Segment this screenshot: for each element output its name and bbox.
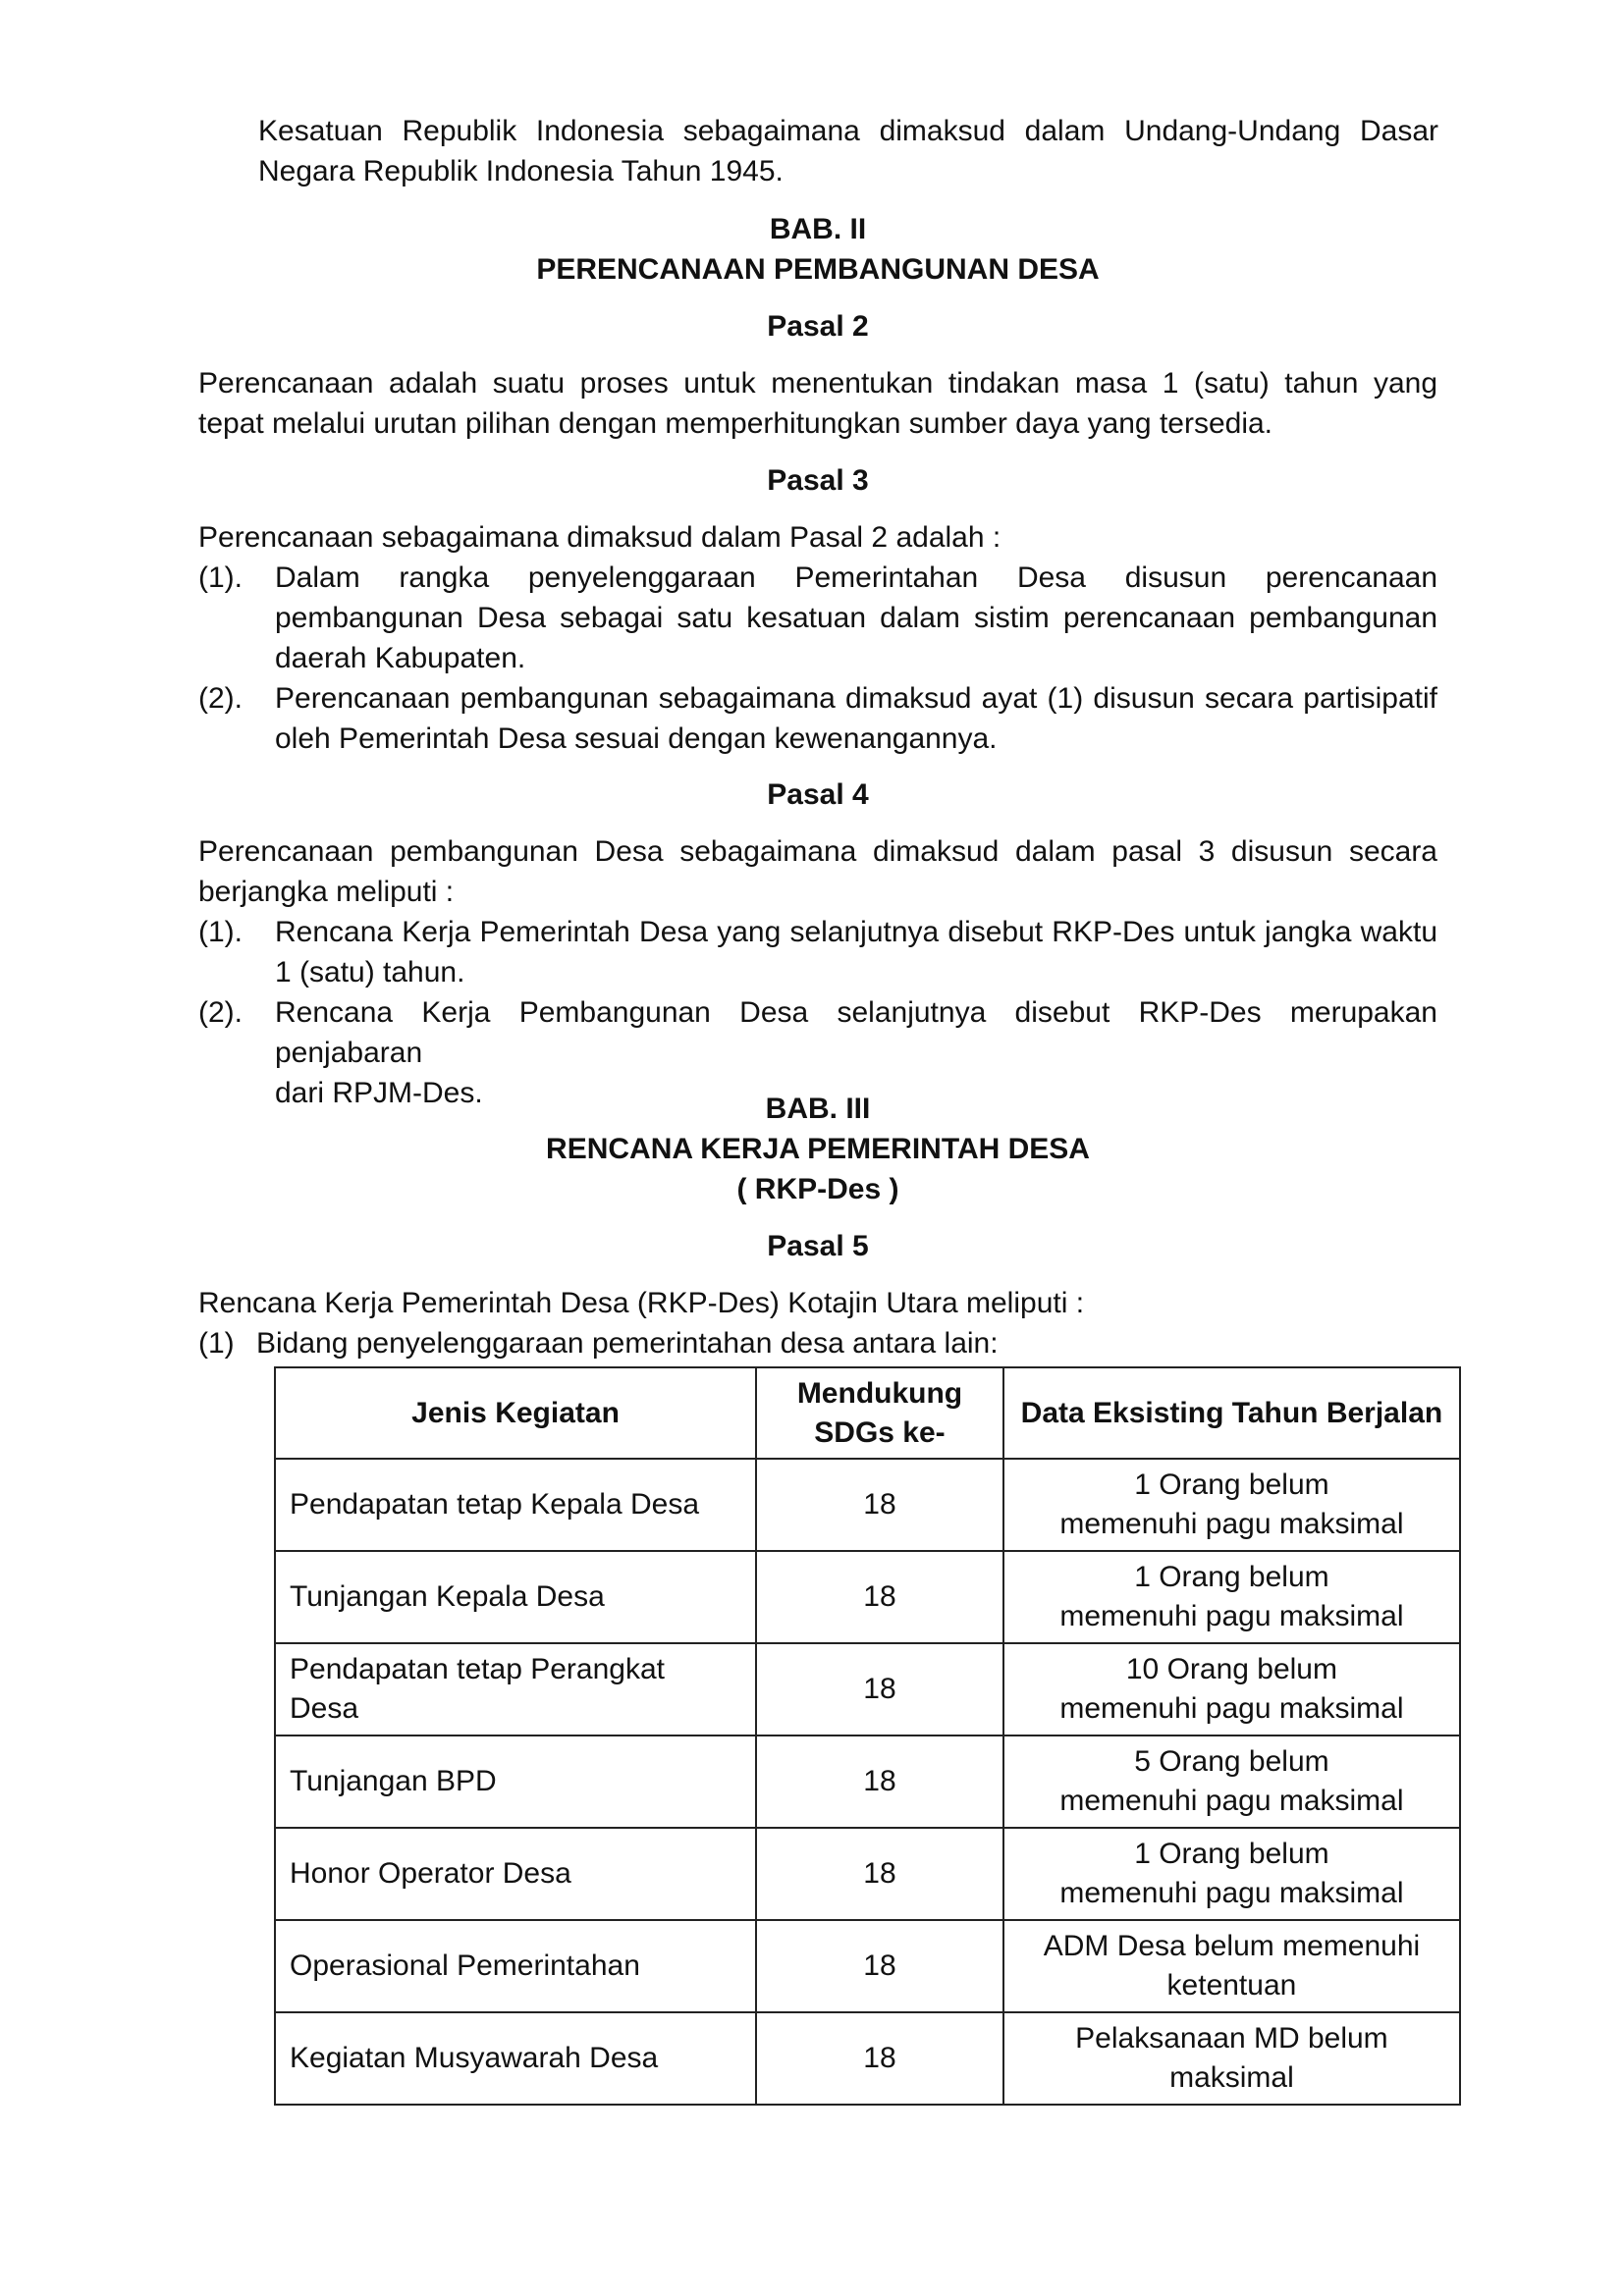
pasal-4-lead: [198, 831, 1437, 912]
cell-data-line: memenuhi pagu maksimal: [1059, 1508, 1404, 1540]
list-number: (1).: [198, 916, 243, 948]
pasal-4-lead-line-1: Perencanaan pembangunan Desa sebagaimana dimaksud dalam pasal 3 disusun secara: [198, 835, 1437, 868]
cell-data-line: 1 Orang belum: [1134, 1838, 1329, 1870]
cell-sdgs: 18: [756, 1551, 1003, 1643]
cell-sdgs: 18: [756, 1459, 1003, 1551]
cell-data-line: 1 Orang belum: [1134, 1561, 1329, 1593]
header-data-eksisting: Data Eksisting Tahun Berjalan: [1003, 1367, 1460, 1459]
bab-3-title: RENCANA KERJA PEMERINTAH DESA: [546, 1133, 1090, 1165]
list-line: Rencana Kerja Pembangunan Desa selanjutnya disebut RKP-Des merupakan penjabaran: [275, 996, 1437, 1069]
cell-sdgs: 18: [756, 1643, 1003, 1735]
list-line: pembangunan Desa sebagai satu kesatuan dalam sistim perencanaan pembangunan: [275, 602, 1437, 634]
cell-data: [1003, 1735, 1460, 1828]
list-number: (2).: [198, 996, 243, 1029]
header-sdgs: Mendukung SDGs ke-: [756, 1367, 1003, 1459]
pasal-3-item-2: [198, 678, 1437, 759]
pasal-4-heading: Pasal 4: [767, 778, 869, 811]
list-line: Dalam rangka penyelenggaraan Pemerintahan Desa disusun perencanaan: [275, 561, 1437, 594]
cell-data-line: memenuhi pagu maksimal: [1059, 1692, 1404, 1725]
list-text: [275, 912, 1437, 992]
cell-kegiatan: Tunjangan Kepala Desa: [275, 1551, 756, 1643]
list-text: [275, 678, 1437, 759]
list-line: oleh Pemerintah Desa sesuai dengan kewenangannya.: [275, 722, 998, 755]
pasal-4-item-1: [198, 912, 1437, 992]
pasal-2-paragraph: [198, 363, 1437, 444]
cell-data-line: memenuhi pagu maksimal: [1059, 1785, 1404, 1817]
pasal-3-item-1: [198, 558, 1437, 678]
cell-data: [1003, 2012, 1460, 2105]
intro-paragraph: [258, 111, 1438, 191]
pasal-5-heading: Pasal 5: [767, 1230, 869, 1262]
cell-data: [1003, 1459, 1460, 1551]
table-row: [275, 1920, 1460, 2012]
cell-kegiatan: Pendapatan tetap Kepala Desa: [275, 1459, 756, 1551]
list-number: (2).: [198, 682, 243, 715]
cell-data: [1003, 1643, 1460, 1735]
table-row: [275, 1459, 1460, 1551]
cell-data: [1003, 1551, 1460, 1643]
intro-line-2: Negara Republik Indonesia Tahun 1945.: [258, 155, 784, 187]
list-number: (1): [198, 1327, 235, 1360]
cell-kegiatan: Pendapatan tetap Perangkat Desa: [275, 1643, 756, 1735]
pasal-2-line-2: tepat melalui urutan pilihan dengan memperhitungkan sumber daya yang tersedia.: [198, 407, 1273, 440]
cell-data-line: 5 Orang belum: [1134, 1745, 1329, 1778]
cell-kegiatan: Honor Operator Desa: [275, 1828, 756, 1920]
cell-data-line: memenuhi pagu maksimal: [1059, 1600, 1404, 1632]
cell-sdgs: 18: [756, 1735, 1003, 1828]
table-row: [275, 1643, 1460, 1735]
list-line: 1 (satu) tahun.: [275, 956, 465, 988]
cell-data-line: memenuhi pagu maksimal: [1059, 1877, 1404, 1909]
intro-line-1: Kesatuan Republik Indonesia sebagaimana dimaksud dalam Undang-Undang Dasar: [258, 115, 1438, 147]
list-line: daerah Kabupaten.: [275, 642, 526, 674]
table-row: [275, 1828, 1460, 1920]
cell-sdgs: 18: [756, 2012, 1003, 2105]
list-text: Bidang penyelenggaraan pemerintahan desa antara lain:: [256, 1327, 999, 1360]
list-line: dari RPJM-Des.: [275, 1077, 483, 1109]
pasal-2-heading: Pasal 2: [767, 310, 869, 343]
list-number: (1).: [198, 561, 243, 594]
cell-data-line: maksimal: [1169, 2061, 1294, 2094]
list-line: Perencanaan pembangunan sebagaimana dimaksud ayat (1) disusun secara partisipatif: [275, 682, 1437, 715]
bab-2-number: BAB. II: [769, 213, 867, 245]
cell-data: [1003, 1920, 1460, 2012]
table-row: [275, 2012, 1460, 2105]
cell-kegiatan: Kegiatan Musyawarah Desa: [275, 2012, 756, 2105]
cell-data-line: 1 Orang belum: [1134, 1468, 1329, 1501]
cell-data-line: Pelaksanaan MD belum: [1075, 2022, 1388, 2055]
cell-data-line: 10 Orang belum: [1125, 1653, 1337, 1685]
bab-2-title: PERENCANAAN PEMBANGUNAN DESA: [536, 253, 1100, 286]
pasal-3-lead: Perencanaan sebagaimana dimaksud dalam Pasal 2 adalah :: [198, 521, 1001, 554]
cell-sdgs: 18: [756, 1920, 1003, 2012]
header-jenis-kegiatan: Jenis Kegiatan: [275, 1367, 756, 1459]
bab-3-number: BAB. III: [765, 1093, 871, 1125]
pasal-3-heading: Pasal 3: [767, 464, 869, 497]
kegiatan-table: [274, 1366, 1461, 2106]
cell-data-line: ADM Desa belum memenuhi: [1043, 1930, 1421, 1962]
table-row: [275, 1735, 1460, 1828]
bab-3-subtitle: ( RKP-Des ): [736, 1173, 899, 1205]
cell-data: [1003, 1828, 1460, 1920]
pasal-2-line-1: Perencanaan adalah suatu proses untuk menentukan tindakan masa 1 (satu) tahun yang: [198, 367, 1437, 400]
cell-sdgs: 18: [756, 1828, 1003, 1920]
pasal-4-lead-line-2: berjangka meliputi :: [198, 876, 455, 908]
list-text: [275, 558, 1437, 678]
cell-kegiatan: Tunjangan BPD: [275, 1735, 756, 1828]
table-header-row: [275, 1367, 1460, 1459]
table-row: [275, 1551, 1460, 1643]
pasal-5-lead: Rencana Kerja Pemerintah Desa (RKP-Des) Kotajin Utara meliputi :: [198, 1287, 1085, 1319]
list-line: Rencana Kerja Pemerintah Desa yang selanjutnya disebut RKP-Des untuk jangka waktu: [275, 916, 1437, 948]
cell-kegiatan: Operasional Pemerintahan: [275, 1920, 756, 2012]
cell-data-line: ketentuan: [1166, 1969, 1297, 2002]
